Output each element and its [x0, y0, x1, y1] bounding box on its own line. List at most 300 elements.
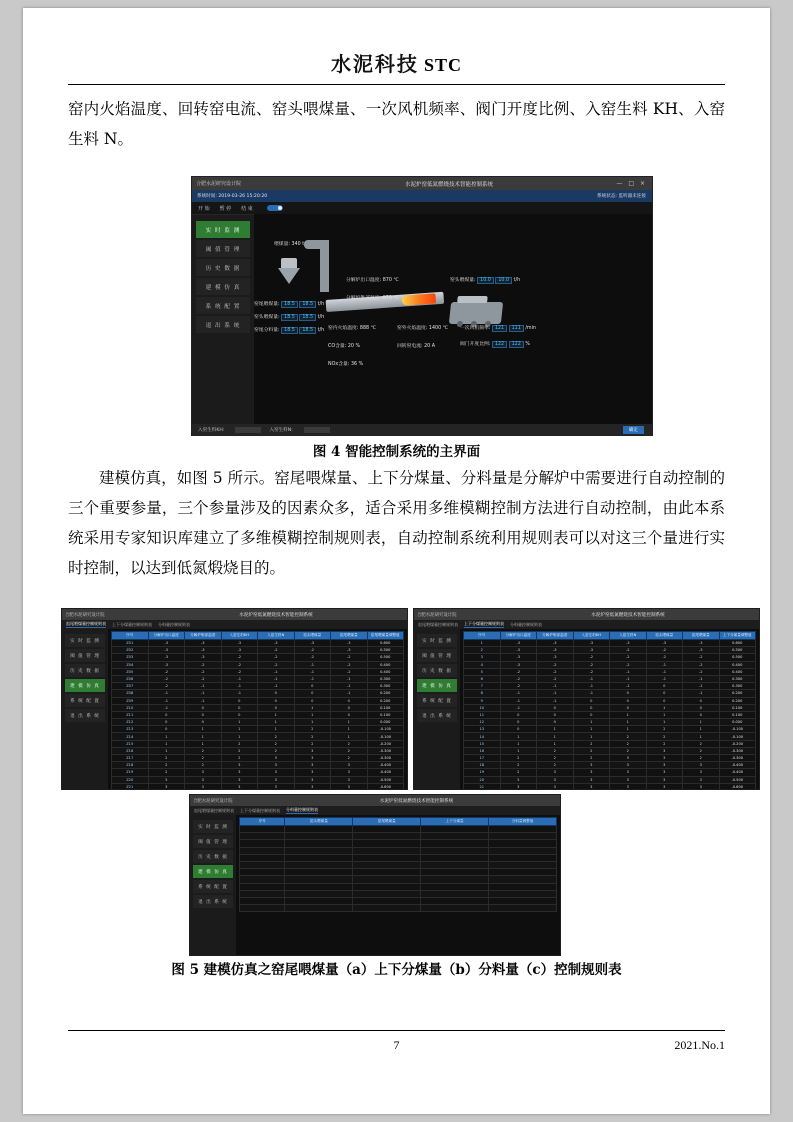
- table-cell: 15: [464, 740, 501, 747]
- table-cell: -0.300: [367, 755, 404, 762]
- table-cell: [240, 890, 285, 897]
- fig5b-table-container[interactable]: [460, 629, 759, 789]
- table-cell: 2: [610, 747, 647, 754]
- table-cell: -3: [683, 640, 720, 647]
- table-row[interactable]: [112, 683, 404, 690]
- stop-button[interactable]: 结 束: [241, 205, 253, 212]
- table-row[interactable]: [464, 704, 756, 711]
- table-row[interactable]: [464, 654, 756, 661]
- table-cell: -3: [185, 647, 222, 654]
- table-cell: 2: [258, 747, 295, 754]
- table-row[interactable]: [464, 711, 756, 718]
- table-row[interactable]: [464, 740, 756, 747]
- table-row[interactable]: [240, 826, 557, 833]
- table-cell: 0: [294, 683, 331, 690]
- table-cell: 0: [185, 704, 222, 711]
- table-cell: 2: [537, 755, 574, 762]
- tab-split-material[interactable]: 分料量控制规则表: [286, 807, 318, 812]
- table-cell: Z10: [112, 704, 149, 711]
- table-row[interactable]: [240, 897, 557, 904]
- table-cell: 1: [683, 733, 720, 740]
- table-cell: 1: [537, 733, 574, 740]
- table-cell: 3: [221, 762, 258, 769]
- table-row[interactable]: [240, 854, 557, 861]
- table-cell: 17: [464, 755, 501, 762]
- table-cell: 0.500: [719, 654, 756, 661]
- readout-kiln-tail-split: 窑尾分料量: 18.5 18.5 t/h: [254, 328, 325, 333]
- tab-split-material[interactable]: 分料量控制规则表: [158, 621, 190, 627]
- readout-primary-fan-freq: 一次风机频率: 121 111 /min: [460, 326, 536, 331]
- table-cell: -1: [221, 683, 258, 690]
- table-cell: 0: [148, 711, 185, 718]
- table-cell: 3: [573, 776, 610, 783]
- n-input[interactable]: [304, 427, 330, 433]
- fig4-process-diagram: [254, 214, 652, 424]
- table-cell: -3: [221, 640, 258, 647]
- table-cell: -1: [148, 704, 185, 711]
- table-row[interactable]: [464, 769, 756, 776]
- table-row[interactable]: [112, 726, 404, 733]
- table-cell: -1: [646, 661, 683, 668]
- table-cell: [421, 826, 489, 833]
- sidebar-item-exit[interactable]: 退 出 系 统: [417, 709, 457, 722]
- kh-input[interactable]: [235, 427, 261, 433]
- sidebar-item-modeling[interactable]: 建 模 仿 真: [193, 865, 233, 878]
- table-cell: -1: [573, 675, 610, 682]
- fig5a-app-title: 水泥炉窑低氮燃烧技术智能控制系统: [239, 612, 313, 618]
- table-cell: 3: [258, 755, 295, 762]
- readout-calciner-cone-temp: 分解炉锥部温度: 870 ℃: [346, 296, 399, 301]
- table-row[interactable]: [464, 675, 756, 682]
- table-cell: 2: [464, 647, 501, 654]
- table-cell: 0: [573, 697, 610, 704]
- table-cell: 2: [573, 755, 610, 762]
- table-row[interactable]: [112, 762, 404, 769]
- table-cell: 0: [537, 711, 574, 718]
- tab-split-coal[interactable]: 上下分煤量控制规则表: [112, 621, 152, 627]
- fig5c-org-label: 合肥水泥研究设计院: [193, 798, 233, 804]
- table-cell: -0.600: [367, 783, 404, 789]
- table-cell: 0: [537, 704, 574, 711]
- table-cell: -2: [294, 647, 331, 654]
- sidebar-item-realtime[interactable]: 实 时 监 测: [193, 820, 233, 833]
- table-cell: 3: [537, 776, 574, 783]
- fig5a-org-label: 合肥水泥研究设计院: [65, 612, 105, 618]
- sidebar-item-realtime[interactable]: 实 时 监 测: [196, 221, 250, 238]
- sidebar-item-config[interactable]: 系 统 配 置: [193, 880, 233, 893]
- header-rule: [68, 84, 725, 85]
- fig4-statusbar: [192, 190, 652, 202]
- fig4-sidebar: [192, 215, 254, 425]
- col-split-coal: 上下分煤量: [421, 818, 489, 826]
- table-row[interactable]: [464, 690, 756, 697]
- sidebar-item-history[interactable]: 历 史 数 据: [193, 850, 233, 863]
- table-cell: 2: [294, 726, 331, 733]
- table-cell: 2: [646, 733, 683, 740]
- table-cell: 2: [500, 769, 537, 776]
- table-cell: -1: [258, 668, 295, 675]
- table-row[interactable]: [112, 776, 404, 783]
- table-cell: -3: [573, 640, 610, 647]
- table-cell: 1: [573, 719, 610, 726]
- table-cell: -1: [537, 697, 574, 704]
- table-cell: 3: [221, 783, 258, 789]
- table-cell: 1: [148, 747, 185, 754]
- table-cell: 2: [500, 755, 537, 762]
- table-cell: [285, 826, 353, 833]
- table-cell: 0.400: [367, 661, 404, 668]
- table-cell: 0.500: [719, 647, 756, 654]
- table-cell: 2: [610, 740, 647, 747]
- table-cell: 0: [683, 697, 720, 704]
- table-cell: 3: [610, 776, 647, 783]
- table-cell: -0.400: [367, 762, 404, 769]
- table-row[interactable]: [112, 733, 404, 740]
- table-row[interactable]: [112, 704, 404, 711]
- table-cell: 0.200: [719, 690, 756, 697]
- table-cell: 1: [221, 719, 258, 726]
- table-cell: 1: [646, 719, 683, 726]
- table-cell: 3: [683, 783, 720, 789]
- table-cell: 0: [646, 690, 683, 697]
- table-cell: 3: [646, 762, 683, 769]
- table-cell: 2: [331, 755, 368, 762]
- system-status: 系统状态: 监听器未连接: [597, 194, 646, 199]
- table-row[interactable]: [240, 869, 557, 876]
- table-cell: 3: [148, 776, 185, 783]
- table-cell: 0: [610, 690, 647, 697]
- table-cell: -2: [573, 661, 610, 668]
- table-cell: [240, 897, 285, 904]
- figure-4-caption: 图 4 智能控制系统的主界面: [312, 444, 481, 460]
- table-cell: -1: [331, 690, 368, 697]
- table-cell: 3: [500, 776, 537, 783]
- riser-duct-icon: [320, 240, 329, 292]
- table-cell: -3: [573, 647, 610, 654]
- table-cell: 0.200: [367, 690, 404, 697]
- tab-kiln-tail-coal[interactable]: 窑尾喂煤量控制规则表: [194, 807, 234, 813]
- table-cell: Z06: [112, 675, 149, 682]
- table-cell: -3: [185, 640, 222, 647]
- table-cell: -1: [331, 683, 368, 690]
- table-row[interactable]: [464, 733, 756, 740]
- table-cell: Z05: [112, 668, 149, 675]
- sidebar-item-config[interactable]: 系 统 配 置: [196, 297, 250, 314]
- table-cell: -1: [221, 690, 258, 697]
- table-cell: [421, 854, 489, 861]
- table-cell: -0.100: [719, 733, 756, 740]
- table-cell: Z04: [112, 661, 149, 668]
- table-cell: [240, 854, 285, 861]
- table-row[interactable]: [112, 783, 404, 789]
- col-index: 序号: [240, 818, 285, 826]
- table-cell: 20: [464, 776, 501, 783]
- table-row[interactable]: [112, 647, 404, 654]
- table-row[interactable]: [112, 640, 404, 647]
- table-cell: 14: [464, 733, 501, 740]
- table-row[interactable]: [112, 697, 404, 704]
- table-row[interactable]: [112, 747, 404, 754]
- table-cell: 0.100: [719, 711, 756, 718]
- table-cell: [489, 883, 557, 890]
- table-cell: 1: [537, 726, 574, 733]
- table-cell: 1: [646, 704, 683, 711]
- table-row[interactable]: [464, 755, 756, 762]
- table-cell: Z09: [112, 697, 149, 704]
- table-cell: 0: [258, 697, 295, 704]
- table-cell: Z16: [112, 747, 149, 754]
- table-cell: 3: [258, 762, 295, 769]
- table-cell: -3: [646, 640, 683, 647]
- table-cell: [489, 854, 557, 861]
- sidebar-item-modeling[interactable]: 建 模 仿 真: [65, 679, 105, 692]
- table-cell: 2: [294, 733, 331, 740]
- col-n: 入窑生料N: [610, 632, 647, 640]
- table-row[interactable]: [464, 697, 756, 704]
- table-cell: 0.100: [367, 704, 404, 711]
- table-cell: 0: [610, 697, 647, 704]
- table-row[interactable]: [240, 861, 557, 868]
- table-cell: [489, 847, 557, 854]
- table-cell: -2: [221, 654, 258, 661]
- table-cell: 1: [258, 726, 295, 733]
- table-cell: 1: [258, 719, 295, 726]
- table-cell: -1: [185, 690, 222, 697]
- table-cell: 0: [148, 719, 185, 726]
- table-cell: Z13: [112, 726, 149, 733]
- readout-kiln-tail-coal: 窑尾喂煤量: 18.5 18.5 t/h: [254, 302, 325, 307]
- table-cell: 3: [258, 769, 295, 776]
- sidebar-item-config[interactable]: 系 统 配 置: [65, 694, 105, 707]
- table-cell: 1: [683, 726, 720, 733]
- table-cell: -2: [610, 661, 647, 668]
- sidebar-item-threshold[interactable]: 阈 值 管 理: [193, 835, 233, 848]
- table-cell: 12: [464, 719, 501, 726]
- table-cell: [240, 905, 285, 912]
- table-row[interactable]: [464, 668, 756, 675]
- table-row[interactable]: [112, 675, 404, 682]
- table-cell: 2: [500, 762, 537, 769]
- tab-kiln-tail-coal[interactable]: 窑尾喂煤量控制规则表: [418, 621, 458, 627]
- table-cell: 3: [221, 769, 258, 776]
- window-controls[interactable]: — □ ×: [616, 180, 647, 187]
- rule-table-b: [463, 631, 756, 789]
- sidebar-item-modeling[interactable]: 建 模 仿 真: [196, 278, 250, 295]
- table-row[interactable]: [464, 719, 756, 726]
- table-cell: 19: [464, 769, 501, 776]
- table-row[interactable]: [240, 847, 557, 854]
- table-cell: [489, 897, 557, 904]
- sidebar-item-history[interactable]: 历 史 数 据: [196, 259, 250, 276]
- table-cell: 1: [258, 711, 295, 718]
- table-cell: 1: [294, 711, 331, 718]
- fig5a-table-container[interactable]: [108, 629, 407, 789]
- table-cell: 2: [683, 740, 720, 747]
- table-cell: -3: [148, 654, 185, 661]
- table-row[interactable]: [464, 776, 756, 783]
- paragraph-2: 建模仿真，如图 5 所示。窑尾喂煤量、上下分煤量、分料量是分解炉中需要进行自动控制的三个重要参量，三个参量涉及的因素众多，适合采用多维模糊控制方法进行自动控制，由此本系统采用专家知识库建立了多维模糊控制规则表，自动控制系统利用规则表可以对这三个量进行实时控制，以达到低氮煅烧目的。: [68, 469, 725, 577]
- col-kh: 入窑生料KH: [221, 632, 258, 640]
- fig5c-tabs: [190, 806, 560, 815]
- table-cell: -3: [331, 647, 368, 654]
- table-cell: -2: [683, 654, 720, 661]
- table-cell: 3: [610, 755, 647, 762]
- table-cell: [421, 905, 489, 912]
- table-cell: 3: [331, 762, 368, 769]
- fig5c-table-container[interactable]: [236, 815, 560, 955]
- table-cell: [353, 890, 421, 897]
- table-cell: -1: [500, 704, 537, 711]
- table-row[interactable]: [240, 840, 557, 847]
- table-cell: 1: [221, 733, 258, 740]
- table-cell: 0: [185, 711, 222, 718]
- table-row[interactable]: [464, 762, 756, 769]
- fig4-bottombar: [192, 424, 652, 435]
- table-cell: 2: [294, 740, 331, 747]
- table-cell: -2: [221, 661, 258, 668]
- col-head-coal: 窑头喂煤量: [285, 818, 353, 826]
- table-cell: -2: [331, 661, 368, 668]
- fig4-titlebar: [192, 177, 652, 190]
- table-row[interactable]: [464, 683, 756, 690]
- table-cell: -0.300: [719, 747, 756, 754]
- table-cell: -1: [683, 683, 720, 690]
- tab-kiln-tail-coal[interactable]: 窑尾喂煤量控制规则表: [66, 621, 106, 626]
- sidebar-item-threshold[interactable]: 阈 值 管 理: [417, 649, 457, 662]
- table-cell: 0.200: [367, 697, 404, 704]
- table-cell: [353, 883, 421, 890]
- table-cell: 1: [331, 733, 368, 740]
- tab-split-coal[interactable]: 上下分煤量控制规则表: [464, 621, 504, 626]
- sidebar-item-threshold[interactable]: 阈 值 管 理: [65, 649, 105, 662]
- table-row[interactable]: [112, 719, 404, 726]
- table-row[interactable]: [112, 740, 404, 747]
- sidebar-item-exit[interactable]: 退 出 系 统: [65, 709, 105, 722]
- run-toggle-switch[interactable]: [267, 205, 283, 211]
- table-cell: 0: [331, 697, 368, 704]
- table-cell: 1: [185, 733, 222, 740]
- table-cell: -2: [331, 654, 368, 661]
- table-row[interactable]: [112, 690, 404, 697]
- table-row[interactable]: [240, 905, 557, 912]
- table-row[interactable]: [112, 755, 404, 762]
- sidebar-item-exit[interactable]: 退 出 系 统: [193, 895, 233, 908]
- table-cell: -0.500: [367, 776, 404, 783]
- confirm-button[interactable]: 确定: [623, 426, 644, 434]
- journal-title-en: STC: [424, 55, 463, 75]
- table-cell: -0.400: [719, 769, 756, 776]
- table-cell: 0: [148, 726, 185, 733]
- table-cell: 2: [185, 747, 222, 754]
- table-cell: -2: [221, 668, 258, 675]
- sidebar-item-history[interactable]: 历 史 数 据: [417, 664, 457, 677]
- page-header: [23, 48, 770, 77]
- table-row[interactable]: [464, 726, 756, 733]
- table-cell: [489, 840, 557, 847]
- table-row[interactable]: [112, 654, 404, 661]
- sidebar-item-exit[interactable]: 退 出 系 统: [196, 316, 250, 333]
- table-row[interactable]: [464, 783, 756, 789]
- table-cell: [353, 826, 421, 833]
- table-cell: -1: [646, 675, 683, 682]
- table-row[interactable]: [112, 668, 404, 675]
- table-cell: 0.400: [719, 661, 756, 668]
- table-cell: 0: [294, 697, 331, 704]
- tab-split-coal[interactable]: 上下分煤量控制规则表: [240, 807, 280, 813]
- col-n: 入窑生料N: [258, 632, 295, 640]
- table-row[interactable]: [464, 661, 756, 668]
- table-cell: [353, 897, 421, 904]
- col-calciner-cone: 分解炉锥部温度: [537, 632, 574, 640]
- table-cell: [421, 833, 489, 840]
- table-row[interactable]: [464, 640, 756, 647]
- sidebar-item-realtime[interactable]: 实 时 监 测: [65, 634, 105, 647]
- table-cell: 2: [610, 733, 647, 740]
- table-cell: 1: [185, 740, 222, 747]
- table-row[interactable]: [112, 769, 404, 776]
- table-cell: 13: [464, 726, 501, 733]
- table-cell: -0.100: [719, 726, 756, 733]
- fig5b-app-title: 水泥炉窑低氮燃烧技术智能控制系统: [591, 612, 665, 618]
- sidebar-item-realtime[interactable]: 实 时 监 测: [417, 634, 457, 647]
- table-row[interactable]: [112, 661, 404, 668]
- table-cell: -0.400: [367, 769, 404, 776]
- table-row[interactable]: [240, 890, 557, 897]
- sidebar-item-history[interactable]: 历 史 数 据: [65, 664, 105, 677]
- table-cell: 0.500: [367, 647, 404, 654]
- tab-split-material[interactable]: 分料量控制规则表: [510, 621, 542, 627]
- table-cell: 3: [500, 783, 537, 789]
- table-cell: [421, 890, 489, 897]
- table-row[interactable]: [240, 883, 557, 890]
- table-row[interactable]: [240, 876, 557, 883]
- figure-5c-screenshot: [189, 794, 561, 956]
- table-cell: 2: [646, 740, 683, 747]
- table-cell: [353, 847, 421, 854]
- table-cell: 0.400: [719, 668, 756, 675]
- col-head-coal: 窑头喂煤量: [294, 632, 331, 640]
- sidebar-item-threshold[interactable]: 阈 值 管 理: [196, 240, 250, 257]
- pause-button[interactable]: 暂 停: [219, 205, 232, 212]
- table-cell: Z21: [112, 783, 149, 789]
- table-cell: -2: [537, 661, 574, 668]
- table-cell: 2: [683, 747, 720, 754]
- system-time: 系统时间: 2019-03-26 15:20:20: [197, 194, 268, 199]
- table-cell: 2: [221, 740, 258, 747]
- sidebar-item-modeling[interactable]: 建 模 仿 真: [417, 679, 457, 692]
- table-row[interactable]: [464, 747, 756, 754]
- table-cell: -1: [148, 690, 185, 697]
- col-adjust: 上下分煤量调整值: [719, 632, 756, 640]
- table-cell: 9: [464, 697, 501, 704]
- start-button[interactable]: 开 始: [198, 205, 210, 212]
- table-cell: -3: [500, 654, 537, 661]
- table-row[interactable]: [464, 647, 756, 654]
- table-cell: 4: [464, 661, 501, 668]
- table-row[interactable]: [112, 711, 404, 718]
- table-cell: -3: [294, 640, 331, 647]
- table-cell: -1: [294, 668, 331, 675]
- table-row[interactable]: [240, 833, 557, 840]
- table-cell: -2: [537, 675, 574, 682]
- table-cell: 2: [148, 755, 185, 762]
- table-cell: [421, 876, 489, 883]
- fig5b-sidebar: [414, 629, 460, 789]
- table-cell: 2: [221, 755, 258, 762]
- table-cell: -3: [500, 640, 537, 647]
- table-cell: Z03: [112, 654, 149, 661]
- sidebar-item-config[interactable]: 系 统 配 置: [417, 694, 457, 707]
